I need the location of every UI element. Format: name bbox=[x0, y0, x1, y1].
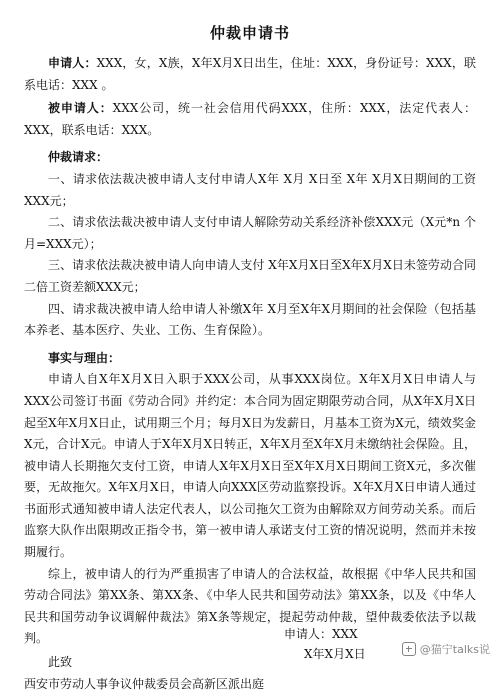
claim-item-4: 四、请求裁决被申请人给申请人补缴X年 X月至X年X月期间的社会保险（包括基本养老、基本医疗、失业、工伤、生育保险）。 bbox=[24, 301, 476, 338]
claim-item-3: 三、请求依法裁决被申请人向申请人支付 X年X月X日至X年X月X日未签劳动合同二倍工资差额XXX元； bbox=[24, 258, 476, 294]
watermark-icon bbox=[402, 642, 416, 656]
document-title: 仲裁申请书 bbox=[209, 24, 290, 42]
date-line: X年X月X日 bbox=[304, 647, 366, 661]
applicant-paragraph bbox=[24, 53, 476, 96]
signature-line: 申请人：XXX bbox=[284, 627, 358, 641]
respondent-label: 被申请人： bbox=[48, 101, 113, 116]
claims-heading: 仲裁请求： bbox=[48, 150, 109, 165]
respondent-paragraph bbox=[24, 98, 476, 141]
applicant-text: XXX，女，X族，X年X月X日出生，住址：XXX，身份证号：XXX，联系电话：XXX 。 bbox=[24, 56, 476, 92]
watermark-text: @猫宁talks说 bbox=[419, 643, 490, 656]
facts-heading: 事实与理由： bbox=[48, 350, 121, 365]
applicant-label: 申请人： bbox=[48, 56, 97, 70]
facts-paragraph-1: 申请人自X年X月X日入职于XXX公司，从事XXX岗位。X年X月X日申请人与XXX公司签订书面《劳动合同》并约定：本合同为固定期限劳动合同，从X年X月X日起至X年X月X日止，试用期三个月；每月X日为发薪日，月基本工资为X元，绩效奖金X元，合计X元。申请人于X年X月X日转正，X年X月至X年X月未缴纳社会保险。且，被申请人长期拖欠支付工资，申请人X年X月X日至X年X月X日期间工资X元，多次催要，无故拖欠。X年X月X日，申请人向XXX区劳动监察投诉。X年X月X日申请人通过书面形式通知被申请人法定代表人，以公司拖欠工资为由解除双方间劳动关系。而后监察大队作出限期改正指令书，第一被申请人承诺支付工资的情况说明，然而并未按期履行。 bbox=[24, 372, 476, 560]
claim-item-1: 一、请求依法裁决被申请人支付申请人X年 X月 X日至 X年 X月X日期间的工资XXX元； bbox=[24, 171, 476, 208]
respondent-text: XXX公司，统一社会信用代码XXX，住所：XXX，法定代表人：XXX，联系电话：XXX。 bbox=[24, 101, 476, 137]
recipient-text: 西安市劳动人事争议仲裁委员会高新区派出庭 bbox=[24, 676, 265, 691]
facts-paragraph-2: 综上，被申请人的行为严重损害了申请人的合法权益，故根据《中华人民共和国劳动合同法》第XX条、第XX条、《中华人民共和国劳动法》第XX条，以及《中华人民共和国劳动争议调解仲裁法》第X条等规定，提起劳动仲裁，望仲裁委依法予以裁判。 bbox=[24, 566, 476, 646]
claim-item-2: 二、请求依法裁决被申请人支付申请人解除劳动关系经济补偿XXX元（X元*n 个月=XXX元）； bbox=[24, 215, 476, 251]
watermark bbox=[402, 641, 490, 657]
closing-text: 此致 bbox=[48, 655, 73, 670]
